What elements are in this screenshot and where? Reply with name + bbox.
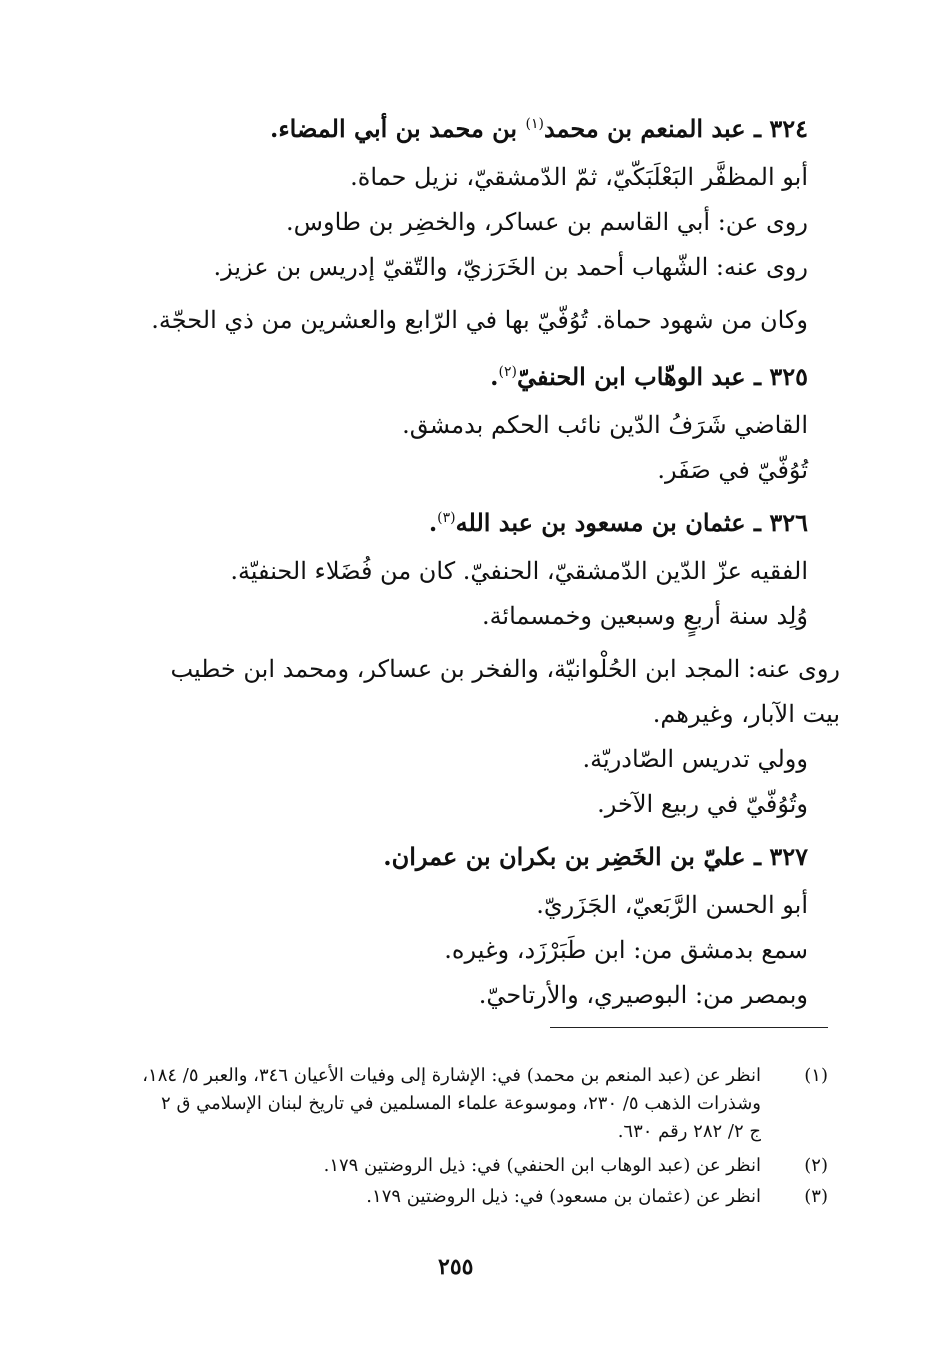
footnote-number: (١)	[804, 1065, 828, 1086]
entry-line: تُوُفّيّ في صَفَر.	[657, 456, 808, 484]
page-number: ٢٥٥	[438, 1254, 474, 1280]
entry-line: وُلِد سنة أربعٍ وسبعين وخمسمائة.	[481, 602, 808, 630]
entry-line: وتُوُفّيّ في ربيع الآخر.	[597, 790, 808, 818]
footnote-number: (٣)	[804, 1186, 828, 1207]
footnote-line: انظر عن (عثمان بن مسعود) في: ذيل الروضتين ١٧٩.	[366, 1186, 761, 1207]
footnote-line: انظر عن (عبد الوهاب ابن الحنفي) في: ذيل الروضتين ١٧٩.	[323, 1155, 761, 1176]
entry-line: وكان من شهود حماة. تُوُفّيّ بها في الرّابع والعشرين من ذي الحجّة.	[151, 306, 808, 334]
entry-heading-327: ٣٢٧ ـ عليّ بن الخَضِر بن بكران بن عمران.	[383, 842, 808, 871]
entry-heading-324: ٣٢٤ ـ عبد المنعم بن محمد$^{(١)}$ بن محمد بن أبي المضاء.	[270, 114, 808, 143]
footnote-line: انظر عن (عبد المنعم بن محمد) في: الإشارة إلى وفيات الأعيان ٣٤٦، والعبر ٥/ ١٨٤،	[142, 1065, 761, 1086]
footnote-line: ج ٢/ ٢٨٢ رقم ٦٣٠.	[617, 1121, 761, 1142]
entry-line: سمع بدمشق من: ابن طَبَرْزَد، وغيره.	[444, 936, 808, 964]
entry-line: روى عنه: الشّهاب أحمد بن الخَرَزيّ، والتّقيّ إدريس بن عزيز.	[213, 253, 808, 281]
entry-heading-325: ٣٢٥ ـ عبد الوهّاب ابن الحنفيّ$^{(٢)}$.	[490, 362, 808, 391]
entry-line: الفقيه عزّ الدّين الدّمشقيّ، الحنفيّ. كان من فُضَلاء الحنفيّة.	[230, 557, 808, 585]
entry-line: وولي تدريس الصّادريّة.	[582, 745, 808, 773]
entry-heading-326: ٣٢٦ ـ عثمان بن مسعود بن عبد الله$^{(٣)}$.	[428, 508, 808, 537]
footnote-number: (٢)	[804, 1155, 828, 1176]
entry-line: أبو المظفَّر البَعْلَبَكّيّ، ثمّ الدّمشقيّ، نزيل حماة.	[350, 163, 808, 191]
footnote-divider	[550, 1027, 828, 1028]
entry-line: وبمصر من: البوصيري، والأرتاحيّ.	[478, 981, 808, 1009]
entry-line: القاضي شَرَفُ الدّين نائب الحكم بدمشق.	[402, 411, 808, 439]
footnote-line: وشذرات الذهب ٥/ ٢٣٠، وموسوعة علماء المسلمين في تاريخ لبنان الإسلامي ق ٢	[161, 1093, 761, 1114]
entry-line: روى عن: أبي القاسم بن عساكر، والخضِر بن طاوس.	[286, 208, 808, 236]
entry-line: روى عنه: المجد ابن الحُلْوانيّة، والفخر بن عساكر، ومحمد ابن خطيب	[170, 655, 840, 683]
entry-line: أبو الحسن الرَّبَعيّ، الجَزَريّ.	[536, 891, 808, 919]
entry-line: بيت الآبار، وغيرهم.	[652, 700, 840, 728]
